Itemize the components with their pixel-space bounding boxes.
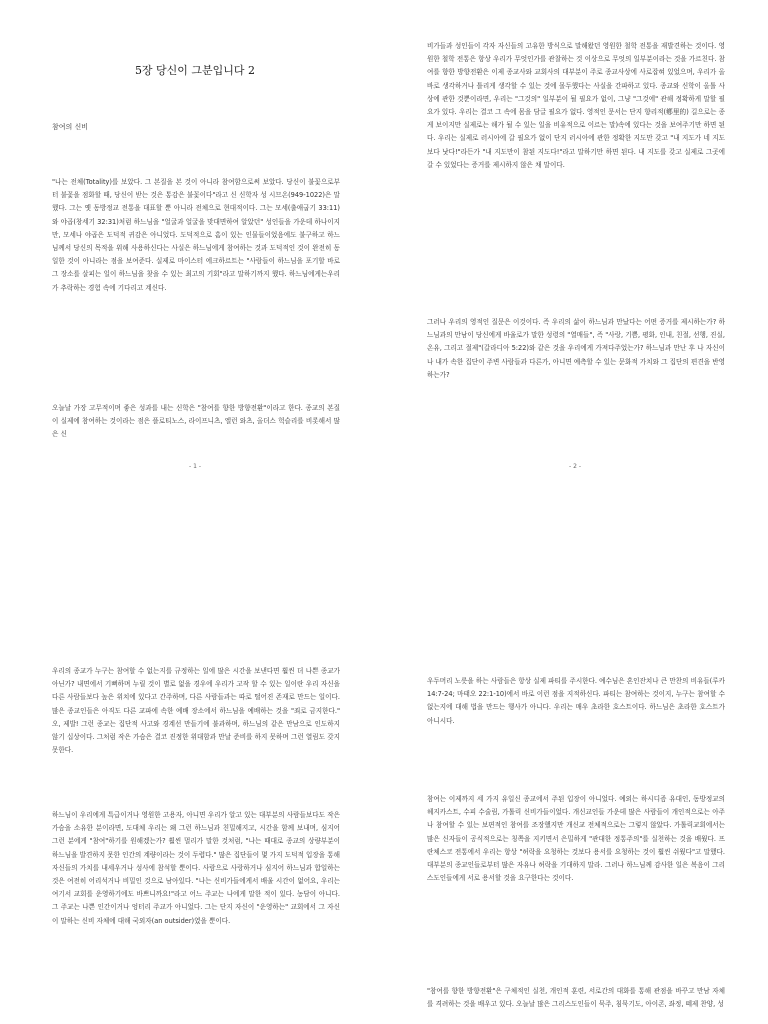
paragraph: 참여는 이제까지 세 가지 유일신 종교에서 주된 입장이 아니었다. 예외는 하시디즘 유대인, 동방정교의 헤지카스트, 수피 수술림, 가톨릭 신비가들이었다. 개신교인들 가운데 많은 사람들이 개인적으로는 아주 나 참여할 수 있는 보편적인 참여를 조장했지만 개신교 전체적으로는 그렇지 않았다. 가톨릭교회에서는 많은 신자들이 공식적으로는 칭쪽을 지키면서 은밀하게 "관대한 정통주의"를 실천하는 것을 배웠다. 프란체스코 전통에서 우리는 항상 "허락을 요청하는 것보다 용서를 요청하는 것이 훨씬 쉬웠다"고 말했다. 대부분의 종교인들로부터 많은 자유나 허락을 기대하지 말라. 그러나 하느님께 감사한 일은 복음이 그리스도인들에게 서로 용서할 것을 요구한다는 것이다. (427, 795, 725, 883)
chapter-title: 5장 당신이 그분입니다 2 (134, 64, 256, 77)
paragraph: "나는 전체(Totality)를 보았다. 그 본질을 본 것이 아니라 참여함으로써 보았다. 당신이 불꽃으로부터 불꽃을 점화할 때, 당신이 받는 것은 통감은 불꽃이다"라고 신 신학자 성 시므온(949-1022)은 말했다. 그는 옛 동방정교 전통을 대표할 뿐 아니라 전체으로 현대적이다. 그는 모세(출애굽기 33:11)와 야곱(창세기 32:31)처럼 하느님을 "얼굴과 얼굴을 맞대면하여 알았던" 성인들을 가운데 하나이지만, 모세나 야곱은 도덕적 귀감은 아니었다. 도덕적으로 흠이 있는 인물들이었음에도 불구하고 하느님께서 당신의 목적을 위해 사용하신다는 사실은 하느님에게 참여하는 것과 도덕적인 것이 완전히 동일한 것이 아니라는 점을 보여준다. 실제로 마이스터 에크하르트는 "사람들이 하느님을 포기할 바로 그 장소를 살피는 일이 하느님을 찾을 수 있는 최고의 기회"라고 말하기까지 했다. 하느님에게는우리가 추락하는 경험 속에 기다리고 계신다. (52, 178, 340, 292)
document-page-1 (50, 40, 340, 480)
page-number: - 2 - (569, 463, 581, 470)
paragraph: 우두머리 노릇을 하는 사람들은 항상 실제 파티를 주시한다. 예수님은 혼인잔치나 큰 만찬의 비유들(루카 14:7-24; 마태오 22:1-10)에서 바로 이런 점을 지적하신다. 파티는 참여하는 것이지, 누구는 참여할 수 없는지에 대해 법을 만드는 행사가 아니다. 우리는 매우 초라한 호스트이다. 하느님은 초라한 호스트가 아니시다. (427, 677, 725, 725)
document-page-3 (50, 665, 340, 1024)
paragraph: "참여를 향한 방향전환"은 구체적인 실천, 개인적 훈련, 서로간의 대화를 통해 관점을 바꾸고 만남 자체를 격려하는 것을 배우고 있다. 오늘날 많은 그리스도인들이 묵주, 침묵기도, 아이콘, 좌정, 떼제 찬양, 성 (427, 987, 725, 1009)
page-number: - 1 - (189, 463, 201, 470)
paragraph: 하느님이 우리에게 특급이거나 영원한 고용자, 아니면 우리가 알고 있는 대부분의 사람들보다도 작은 가슴을 소유한 분이라면, 도대체 우리는 왜 그런 하느님과 친밀해지고, 시간을 함께 보내며, 심지어 그런 분에게 "참여"하기를 원해겠는가? 훨씬 멀리가 말한 것처럼, "나는 때대로 종교의 상량부분이 하느님을 발견하지 못한 인간의 계량이라는 것이 두렵다." 많은 집단들이 몇 가지 도덕적 입장을 통해 자신들의 가치를 내세우거나 성사에 참석할 뿐이다. 사람으로 사랑하거나 심지어 하느님과 합일하는 것은 여전히 어리석거나 비밀인 것으로 남아있다. "나는 신비가들에게서 배울 시간이 없어요, 우리는 여기서 교회를 운영하기에도 바쁘니까요!"라고 어느 주교는 나에게 말한 적이 있다. 농담이 아니다. 그 주교는 나쁜 인간이거나 엉터리 주교가 아니었다. 그는 단지 자신이 "운영하는" 교회에서 그 자신이 말하는 신비 자체에 대해 국외자(an outsider)였을 뿐이다. (52, 811, 340, 925)
paragraph: 비가들과 성인들이 각자 자신들의 고유한 방식으로 말해왔던 영원한 철학 전통을 재발견하는 것이다. 영원한 철학 전통은 항상 우리가 무엇인가를 관찰하는 것 이상으로 무엇의 일부분이라는 것을 가르친다. 참여를 향한 방향전환은 이제 종교사와 교회사의 대부분이 주로 종교사상에 사로잡혀 있었으며, 우리가 올바로 생각하거나 틀리게 생각할 수 있는 것에 몰두했다는 사실을 간파하고 있다. 종교와 신학이 올톨 사상에 관한 것뿐이라면, 우리는 "그것의" 일부분이 될 필요가 없이, 그냥 "그것에" 관해 정확하게 말할 필요가 있다. 우리는 결코 그 속에 몸을 담글 필요가 없다. 영적인 문서는 단지 향리적(鄕里的) 길으로는 종게 보이지만 실제로는 해가 될 수 있는 일을 비유적으로 이르는 말)속에 있다는 것을 보여주기만 하면 된다. 우리는 실제로 러시아에 갈 필요가 없이 단지 러시아에 관한 정확한 지도만 갖고 "내 지도가 네 지도보다 낫다!"라든가 "내 지도만이 참된 지도다!"라고 말하기만 하면 된다. 내 지도를 갖고 실제로 그곳에 갈 수 있었다는 증거를 제시하지 않은 채 말이다. (427, 42, 725, 169)
section-heading: 참여의 신비 (52, 123, 89, 131)
paragraph: 그러나 우리의 영적인 질문은 이것이다. 즉 우리의 삶이 하느님과 만났다는 어떤 증거를 제시하는가? 하느님과의 만남이 당신에게 바울로가 말한 성령의 "열매들", 즉 "사랑, 기쁨, 평화, 인내, 친절, 선행, 진실, 온유, 그리고 절제"(갈라디아 5:22)와 같은 것을 우리에게 가져다주었는가? 하느님과 만난 후 나 자신이나 내가 속한 집단이 주변 사람들과 다른가, 아니면 예측할 수 있는 문화적 가치와 그 집단의 편견을 반영하는가? (427, 318, 725, 379)
document-page-2 (425, 40, 725, 480)
paragraph: 우리의 종교가 누구는 참여할 수 없는지를 규정하는 일에 많은 시간을 보낸다면 훨씬 더 나쁜 종교가 아닌가? 내면에서 기뻐하며 누릴 것이 별로 없을 경우에 우리가 고작 할 수 있는 일이란 우리 자신을 다른 사람들보다 높은 위치에 있다고 간주하며, 다른 사람들과는 따로 떨어진 존재로 만드는 일이다. 많은 종교인들은 아직도 다른 교파에 속한 예배 장소에서 하느님을 예배하는 것을 "죄로 금지한다." 오, 제발! 그런 종교는 집단적 사고와 경계선 만들기에 불과하며, 하느님의 같은 만남으로 인도하지 않기 십상이다. 그처럼 작은 가슴은 결코 진정한 위대함과 만날 준비를 하지 못하며 그런 열림도 갖지 못한다. (52, 667, 340, 755)
paragraph: 오늘날 가장 고무적이며 좋은 성과를 내는 신학은 "참여를 향한 방향전환"이라고 한다. 종교의 본질이 실제에 참여하는 것이라는 점은 플로티노스, 라이프니츠, 엘런 와츠, 올더스 헉슬리를 비롯해서 많은 신 (52, 404, 340, 439)
document-page-4 (425, 675, 725, 1024)
